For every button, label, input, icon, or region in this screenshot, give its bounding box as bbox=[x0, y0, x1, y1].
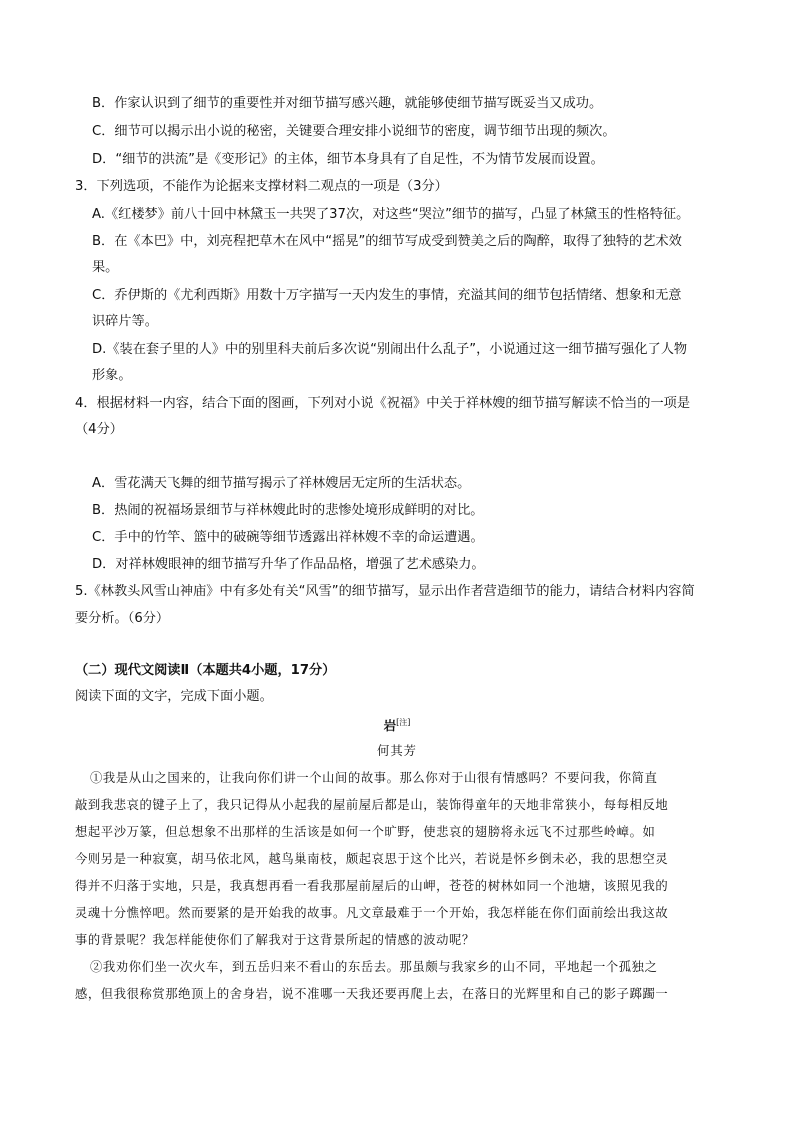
q2-option-c: C．细节可以揭示出小说的秘密，关键要合理安排小说细节的密度，调节细节出现的频次。 bbox=[92, 124, 616, 139]
q3-option-a: A.《红楼梦》前八十回中林黛玉一共哭了37次，对这些“哭泣”细节的描写，凸显了林黛玉的性格特征。 bbox=[92, 207, 690, 222]
paragraph-1-line: 敲到我悲哀的键子上了，我只记得从小起我的屋前屋后都是山，装饰得童年的天地非常狭小，每每相反地 bbox=[75, 798, 669, 812]
q3-option-b: B．在《本巴》中，刘亮程把草木在风中“摇晃”的细节写成受到赞美之后的陶醉，取得了独特的艺术效 bbox=[92, 234, 682, 249]
section-heading: （二）现代文阅读Ⅱ（本题共4小题，17分） bbox=[75, 663, 336, 678]
q3-option-c-cont: 识碎片等。 bbox=[92, 314, 158, 329]
paragraph-2-line: ②我劝你们坐一次火车，到五岳归来不看山的东岳去。那虽颇与我家乡的山不同，平地起一个孤独之 bbox=[90, 960, 658, 974]
q4-stem: 4．根据材料一内容，结合下面的图画，下列对小说《祝福》中关于祥林嫂的细节描写解读不恰当的一项是 bbox=[75, 396, 691, 411]
q4-option-d: D．对祥林嫂眼神的细节描写升华了作品品格，增强了艺术感染力。 bbox=[92, 557, 485, 572]
section-instruction: 阅读下面的文字，完成下面小题。 bbox=[75, 689, 273, 704]
paragraph-1-line: 得并不归落于实地，只是，我真想再看一看我那屋前屋后的山岬，苍苍的树林如同一个池塘，该照见我的 bbox=[75, 879, 669, 893]
q4-option-a: A．雪花满天飞舞的细节描写揭示了祥林嫂居无定所的生活状态。 bbox=[92, 476, 471, 491]
q2-option-d: D．“细节的洪流”是《变形记》的主体，细节本身具有了自足性，不为情节发展而设置。 bbox=[92, 152, 604, 167]
q3-option-d: D.《装在套子里的人》中的别里科夫前后多次说“别闹出什么乱子”，小说通过这一细节描写强化了人物 bbox=[92, 342, 688, 357]
q3-option-c: C．乔伊斯的《尤利西斯》用数十万字描写一天内发生的事情，充溢其间的细节包括情绪、想象和无意 bbox=[92, 288, 682, 303]
q3-option-d-cont: 形象。 bbox=[92, 368, 132, 383]
q4-option-c: C．手中的竹竿、篮中的破碗等细节透露出祥林嫂不幸的命运遭遇。 bbox=[92, 530, 484, 545]
title-footnote-mark: [注] bbox=[396, 717, 411, 727]
q3-stem: 3．下列选项，不能作为论据来支撑材料二观点的一项是（3分） bbox=[75, 179, 448, 194]
paragraph-2-line: 感，但我很称赏那绝顶上的舍身岩，说不准哪一天我还要再爬上去，在落日的光辉里和自己的影子踯躅一 bbox=[75, 987, 669, 1001]
paragraph-1-line: 灵魂十分憔悴吧。然而要紧的是开始我的故事。凡文章最难于一个开始，我怎样能在你们面前绘出我这故 bbox=[75, 906, 669, 920]
q5-stem: 5.《林教头风雪山神庙》中有多处有关“风雪”的细节描写，显示出作者营造细节的能力，请结合材料内容简 bbox=[75, 584, 695, 599]
q4-stem-cont: （4分） bbox=[75, 422, 123, 437]
q2-option-b: B．作家认识到了细节的重要性并对细节描写感兴趣，就能够使细节描写既妥当又成功。 bbox=[92, 96, 603, 111]
passage-title: 岩[注] bbox=[383, 717, 411, 733]
paragraph-1-line: 事的背景呢？我怎样能使你们了解我对于这背景所起的情感的波动呢？ bbox=[75, 933, 475, 947]
q3-option-b-cont: 果。 bbox=[92, 260, 119, 275]
paragraph-1-line: 想起平沙万篆，但总想象不出那样的生活该是如何一个旷野，使悲哀的翅膀将永远飞不过那些岭嶂。如 bbox=[75, 825, 656, 839]
q4-option-b: B．热闹的祝福场景细节与祥林嫂此时的悲惨处境形成鲜明的对比。 bbox=[92, 503, 484, 518]
q5-stem-cont: 要分析。（6分） bbox=[75, 611, 170, 626]
passage-author: 何其芳 bbox=[377, 744, 417, 758]
paragraph-1-line: ①我是从山之国来的，让我向你们讲一个山间的故事。那么你对于山很有情感吗？不要问我，你简直 bbox=[90, 771, 658, 785]
paragraph-1-line: 今则另是一种寂寞，胡马依北风，越鸟巢南枝，颇起哀思于这个比兴，若说是怀乡倒未必，我的思想空灵 bbox=[75, 852, 669, 866]
